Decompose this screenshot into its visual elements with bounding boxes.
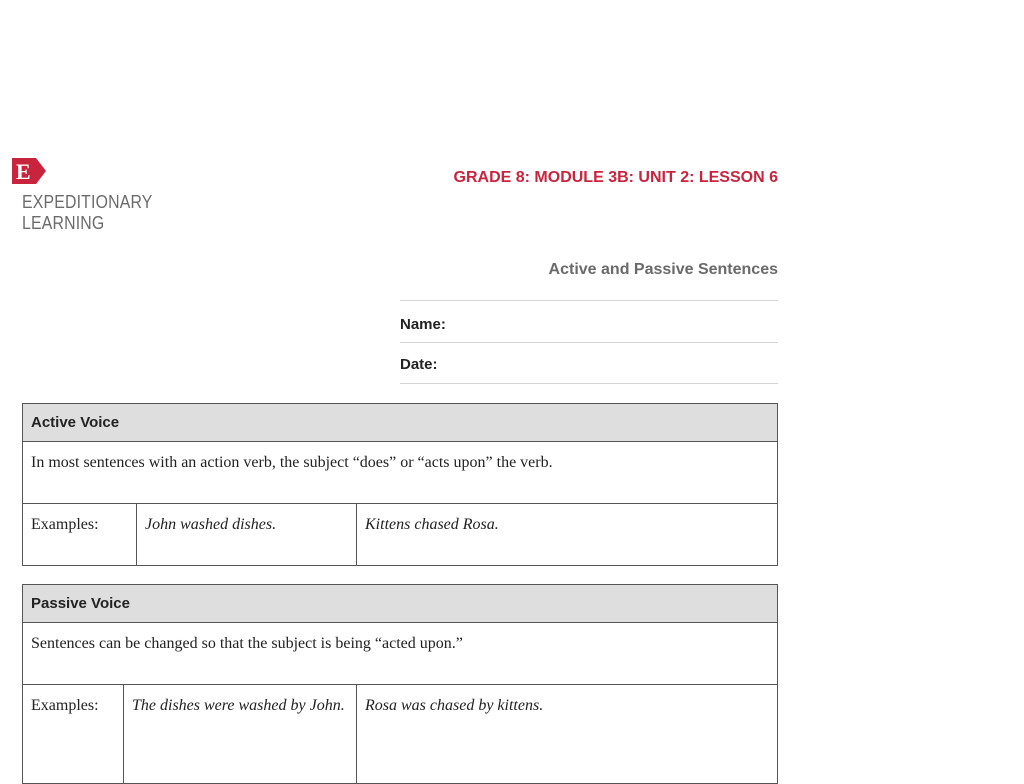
examples-label: Examples: xyxy=(31,697,99,714)
active-example-1: John washed dishes. xyxy=(136,504,356,565)
passive-voice-table xyxy=(22,584,778,784)
passive-example-1: The dishes were washed by John. xyxy=(123,685,356,783)
divider xyxy=(400,300,778,301)
active-example-2: Kittens chased Rosa. xyxy=(356,504,777,565)
svg-text:E: E xyxy=(16,159,31,184)
lesson-heading: GRADE 8: MODULE 3B: UNIT 2: LESSON 6 xyxy=(453,169,778,186)
logo-wordmark xyxy=(22,192,153,234)
active-voice-heading: Active Voice xyxy=(23,404,777,442)
active-voice-table xyxy=(22,403,778,566)
document-title: Active and Passive Sentences xyxy=(548,261,778,278)
date-label: Date: xyxy=(400,356,438,373)
name-field-line[interactable] xyxy=(400,342,778,343)
passive-voice-heading: Passive Voice xyxy=(23,585,777,623)
logo-line-2: LEARNING xyxy=(22,213,105,233)
examples-label: Examples: xyxy=(31,516,99,533)
passive-example-2: Rosa was chased by kittens. xyxy=(356,685,777,783)
passive-examples-row xyxy=(23,685,777,783)
date-field-line[interactable] xyxy=(400,383,778,384)
name-label: Name: xyxy=(400,316,446,333)
active-voice-description: In most sentences with an action verb, the subject “does” or “acts upon” the verb. xyxy=(23,442,777,504)
passive-voice-description: Sentences can be changed so that the subject is being “acted upon.” xyxy=(23,623,777,685)
active-examples-row xyxy=(23,504,777,565)
logo-mark-icon xyxy=(12,158,48,184)
logo-line-1: EXPEDITIONARY xyxy=(22,192,153,212)
